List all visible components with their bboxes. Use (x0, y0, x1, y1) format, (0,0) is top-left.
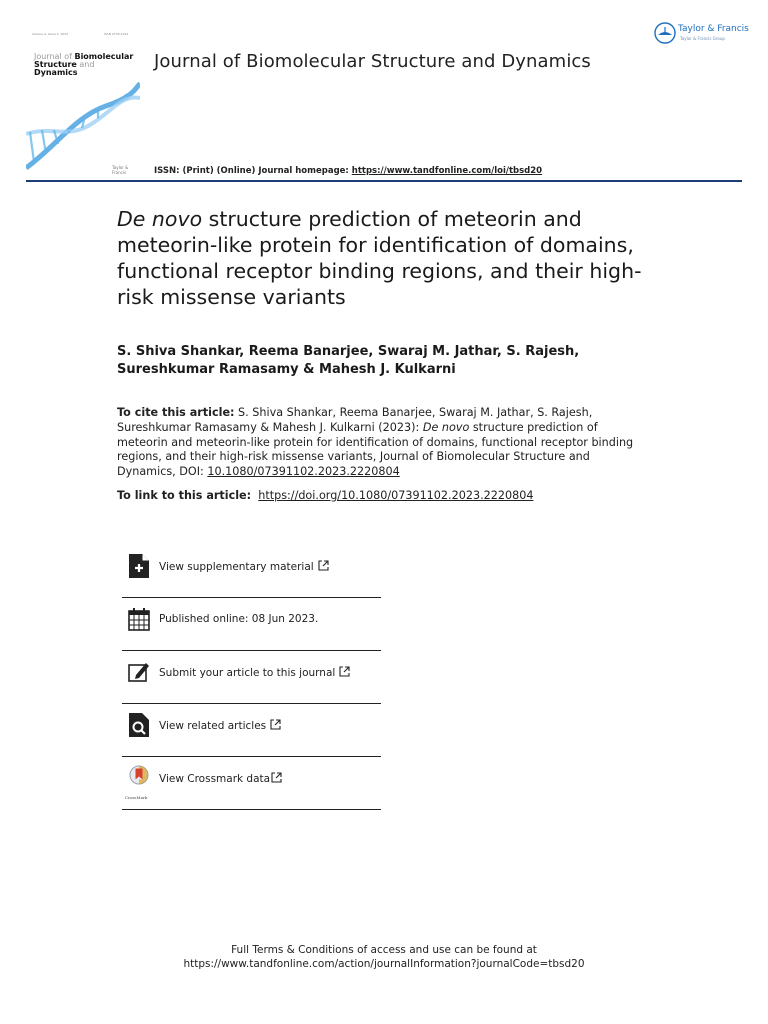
info-item-label: Submit your article to this journal (159, 666, 350, 679)
article-doi-link[interactable]: https://doi.org/10.1080/07391102.2023.2220804 (258, 489, 534, 502)
crossmark-caption: CrossMark (125, 795, 148, 800)
article-link-line (117, 489, 533, 502)
link-label: To link to this article: (117, 489, 252, 502)
edit-icon (128, 659, 150, 685)
issn-line (154, 166, 542, 176)
crossmark-icon (128, 765, 150, 791)
external-link-icon (318, 560, 329, 571)
info-item-label: Published online: 08 Jun 2023. (159, 613, 319, 625)
info-item-label: View related articles (159, 719, 281, 732)
article-title (117, 206, 677, 310)
info-item-label: View Crossmark data (159, 772, 282, 785)
article-title-italic: De novo (117, 207, 203, 231)
external-link-icon (270, 719, 281, 730)
cite-text-2: structure prediction of meteorin and meteorin-like protein for identification of domains, functional receptor binding regions, and their high-risk missense variants, Journal of Biomolecular Structure and Dynamics, DOI: (117, 420, 634, 479)
header-divider (26, 180, 742, 182)
citation-block (117, 406, 647, 480)
journal-cover (26, 26, 140, 178)
cover-journal-name: Journal of Biomolecular Structure and Dynamics (34, 52, 134, 77)
terms-url[interactable]: https://www.tandfonline.com/action/journalInformation?journalCode=tbsd20 (183, 958, 585, 970)
cover-issn-text: ISSN 0739-1102 (104, 32, 129, 36)
cover-volume-text: Volume 0, Issue 0, 2023 (32, 32, 69, 36)
cite-doi-link[interactable]: 10.1080/07391102.2023.2220804 (207, 465, 400, 479)
publisher-group: Taylor & Francis Group (680, 36, 725, 41)
journal-title: Journal of Biomolecular Structure and Dynamics (154, 51, 591, 72)
cite-text-1: S. Shiva Shankar, Reema Banarjee, Swaraj M. Jathar, S. Rajesh, Sureshkumar Ramasamy & Mahesh J. Kulkarni (2023): (117, 406, 593, 434)
supplementary-file-icon (128, 553, 150, 579)
publisher-logo-icon (654, 22, 676, 44)
cover-publisher-text: Taylor & Francis (112, 165, 129, 175)
terms-text: Full Terms & Conditions of access and use can be found at (231, 944, 537, 956)
issn-text: ISSN: (Print) (Online) Journal homepage: (154, 166, 352, 176)
publisher-name: Taylor & Francis (678, 24, 749, 34)
dna-helix-image (26, 76, 140, 176)
cite-label: To cite this article: (117, 406, 235, 419)
info-item-supplementary[interactable] (122, 545, 381, 598)
info-item-crossmark[interactable] (122, 757, 381, 810)
info-item-related[interactable] (122, 704, 381, 757)
related-articles-icon (128, 712, 150, 738)
info-item-label: View supplementary material (159, 560, 329, 573)
article-info-list (122, 545, 381, 810)
info-item-submit[interactable] (122, 651, 381, 704)
info-item-published (122, 598, 381, 651)
terms-footer (0, 943, 768, 971)
article-title-text: structure prediction of meteorin and meteorin-like protein for identification of domains, functional receptor binding regions, and their high-risk missense variants (117, 207, 642, 309)
article-authors: S. Shiva Shankar, Reema Banarjee, Swaraj M. Jathar, S. Rajesh, Sureshkumar Ramasamy & Mahesh J. Kulkarni (117, 344, 580, 377)
journal-homepage-link[interactable]: https://www.tandfonline.com/loi/tbsd20 (351, 166, 543, 176)
external-link-icon (339, 666, 350, 677)
calendar-icon (128, 606, 150, 632)
cite-italic: De novo (422, 420, 470, 434)
external-link-icon (271, 772, 282, 783)
